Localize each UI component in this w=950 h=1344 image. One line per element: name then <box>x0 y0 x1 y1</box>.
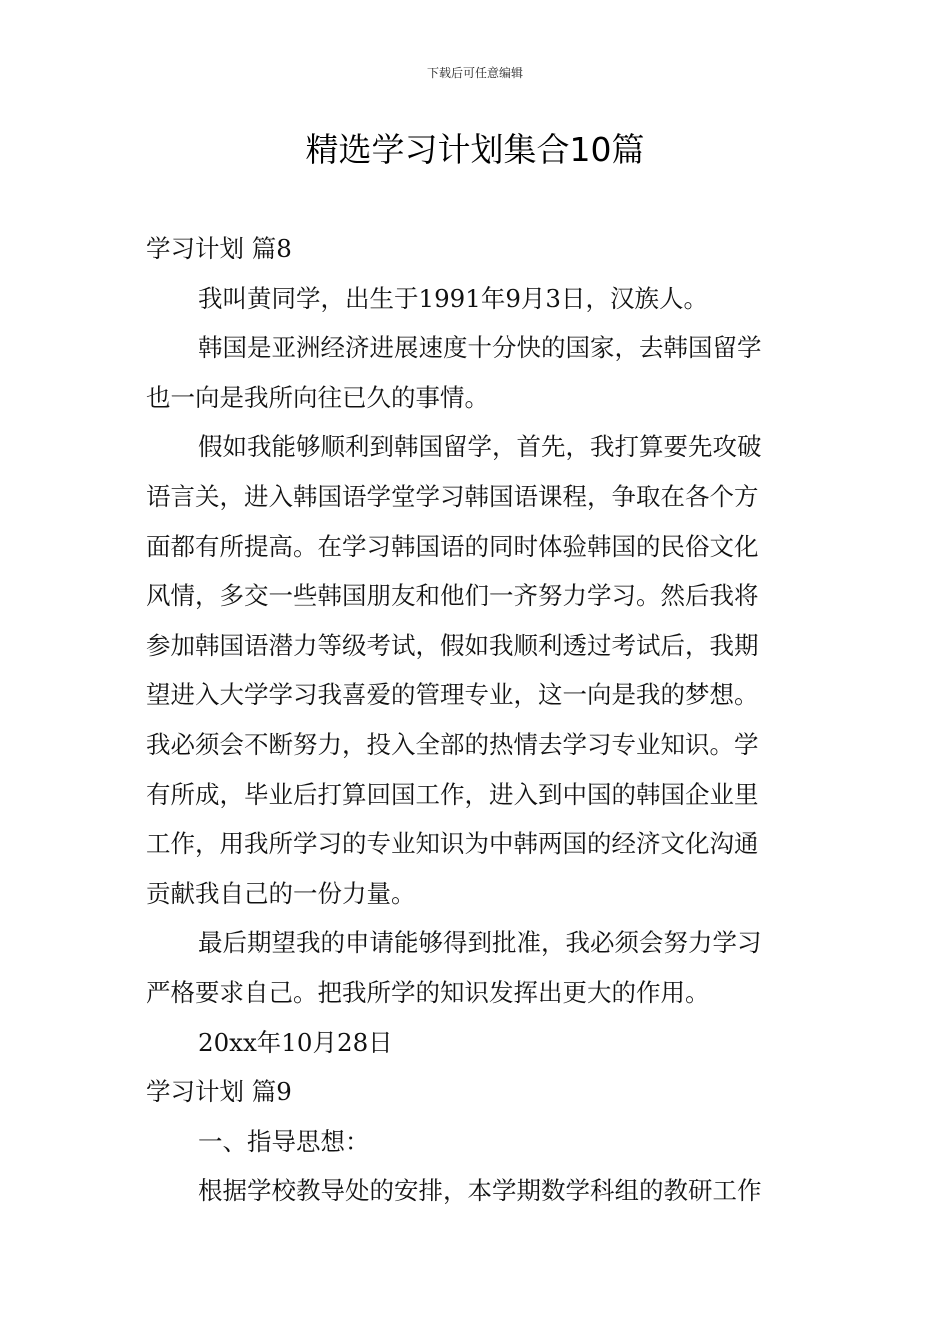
text-line: 根据学校教导处的安排，本学期数学科组的教研工作 <box>198 1176 762 1206</box>
text-line: 学习计划 篇8 <box>146 234 292 263</box>
text-line: 有所成，毕业后打算回国工作，进入到中国的韩国企业里 <box>146 779 759 809</box>
page-title: 精选学习计划集合10篇 <box>305 130 645 169</box>
text-line: 假如我能够顺利到韩国留学，首先，我打算要先攻破 <box>198 432 762 462</box>
text-line: 20xx年10月28日 <box>198 1027 393 1057</box>
text-line: 风情，多交一些韩国朋友和他们一齐努力学习。然后我将 <box>146 581 759 611</box>
text-line: 我必须会不断努力，投入全部的热情去学习专业知识。学 <box>146 729 759 759</box>
text-line: 贡献我自己的一份力量。 <box>146 878 416 908</box>
text-line: 望进入大学学习我喜爱的管理专业，这一向是我的梦想。 <box>146 680 759 710</box>
text-line: 韩国是亚洲经济进展速度十分快的国家，去韩国留学 <box>198 333 762 363</box>
text-line: 学习计划 篇9 <box>146 1077 292 1107</box>
text-line: 最后期望我的申请能够得到批准，我必须会努力学习 <box>198 928 762 958</box>
text-line: 工作，用我所学习的专业知识为中韩两国的经济文化沟通 <box>146 829 759 859</box>
text-line: 参加韩国语潜力等级考试，假如我顺利透过考试后，我期 <box>146 630 759 660</box>
text-line: 面都有所提高。在学习韩国语的同时体验韩国的民俗文化 <box>146 531 759 561</box>
text-line: 我叫黄同学，出生于1991年9月3日，汉族人。 <box>198 283 709 313</box>
text-line: 严格要求自己。把我所学的知识发挥出更大的作用。 <box>146 977 710 1007</box>
header-note: 下载后可任意编辑 <box>426 66 523 80</box>
text-line: 也一向是我所向往已久的事情。 <box>146 382 489 412</box>
text-line: 语言关，进入韩国语学堂学习韩国语课程，争取在各个方 <box>146 481 759 511</box>
body-text <box>146 224 806 1216</box>
text-line: 一、指导思想： <box>198 1126 370 1156</box>
